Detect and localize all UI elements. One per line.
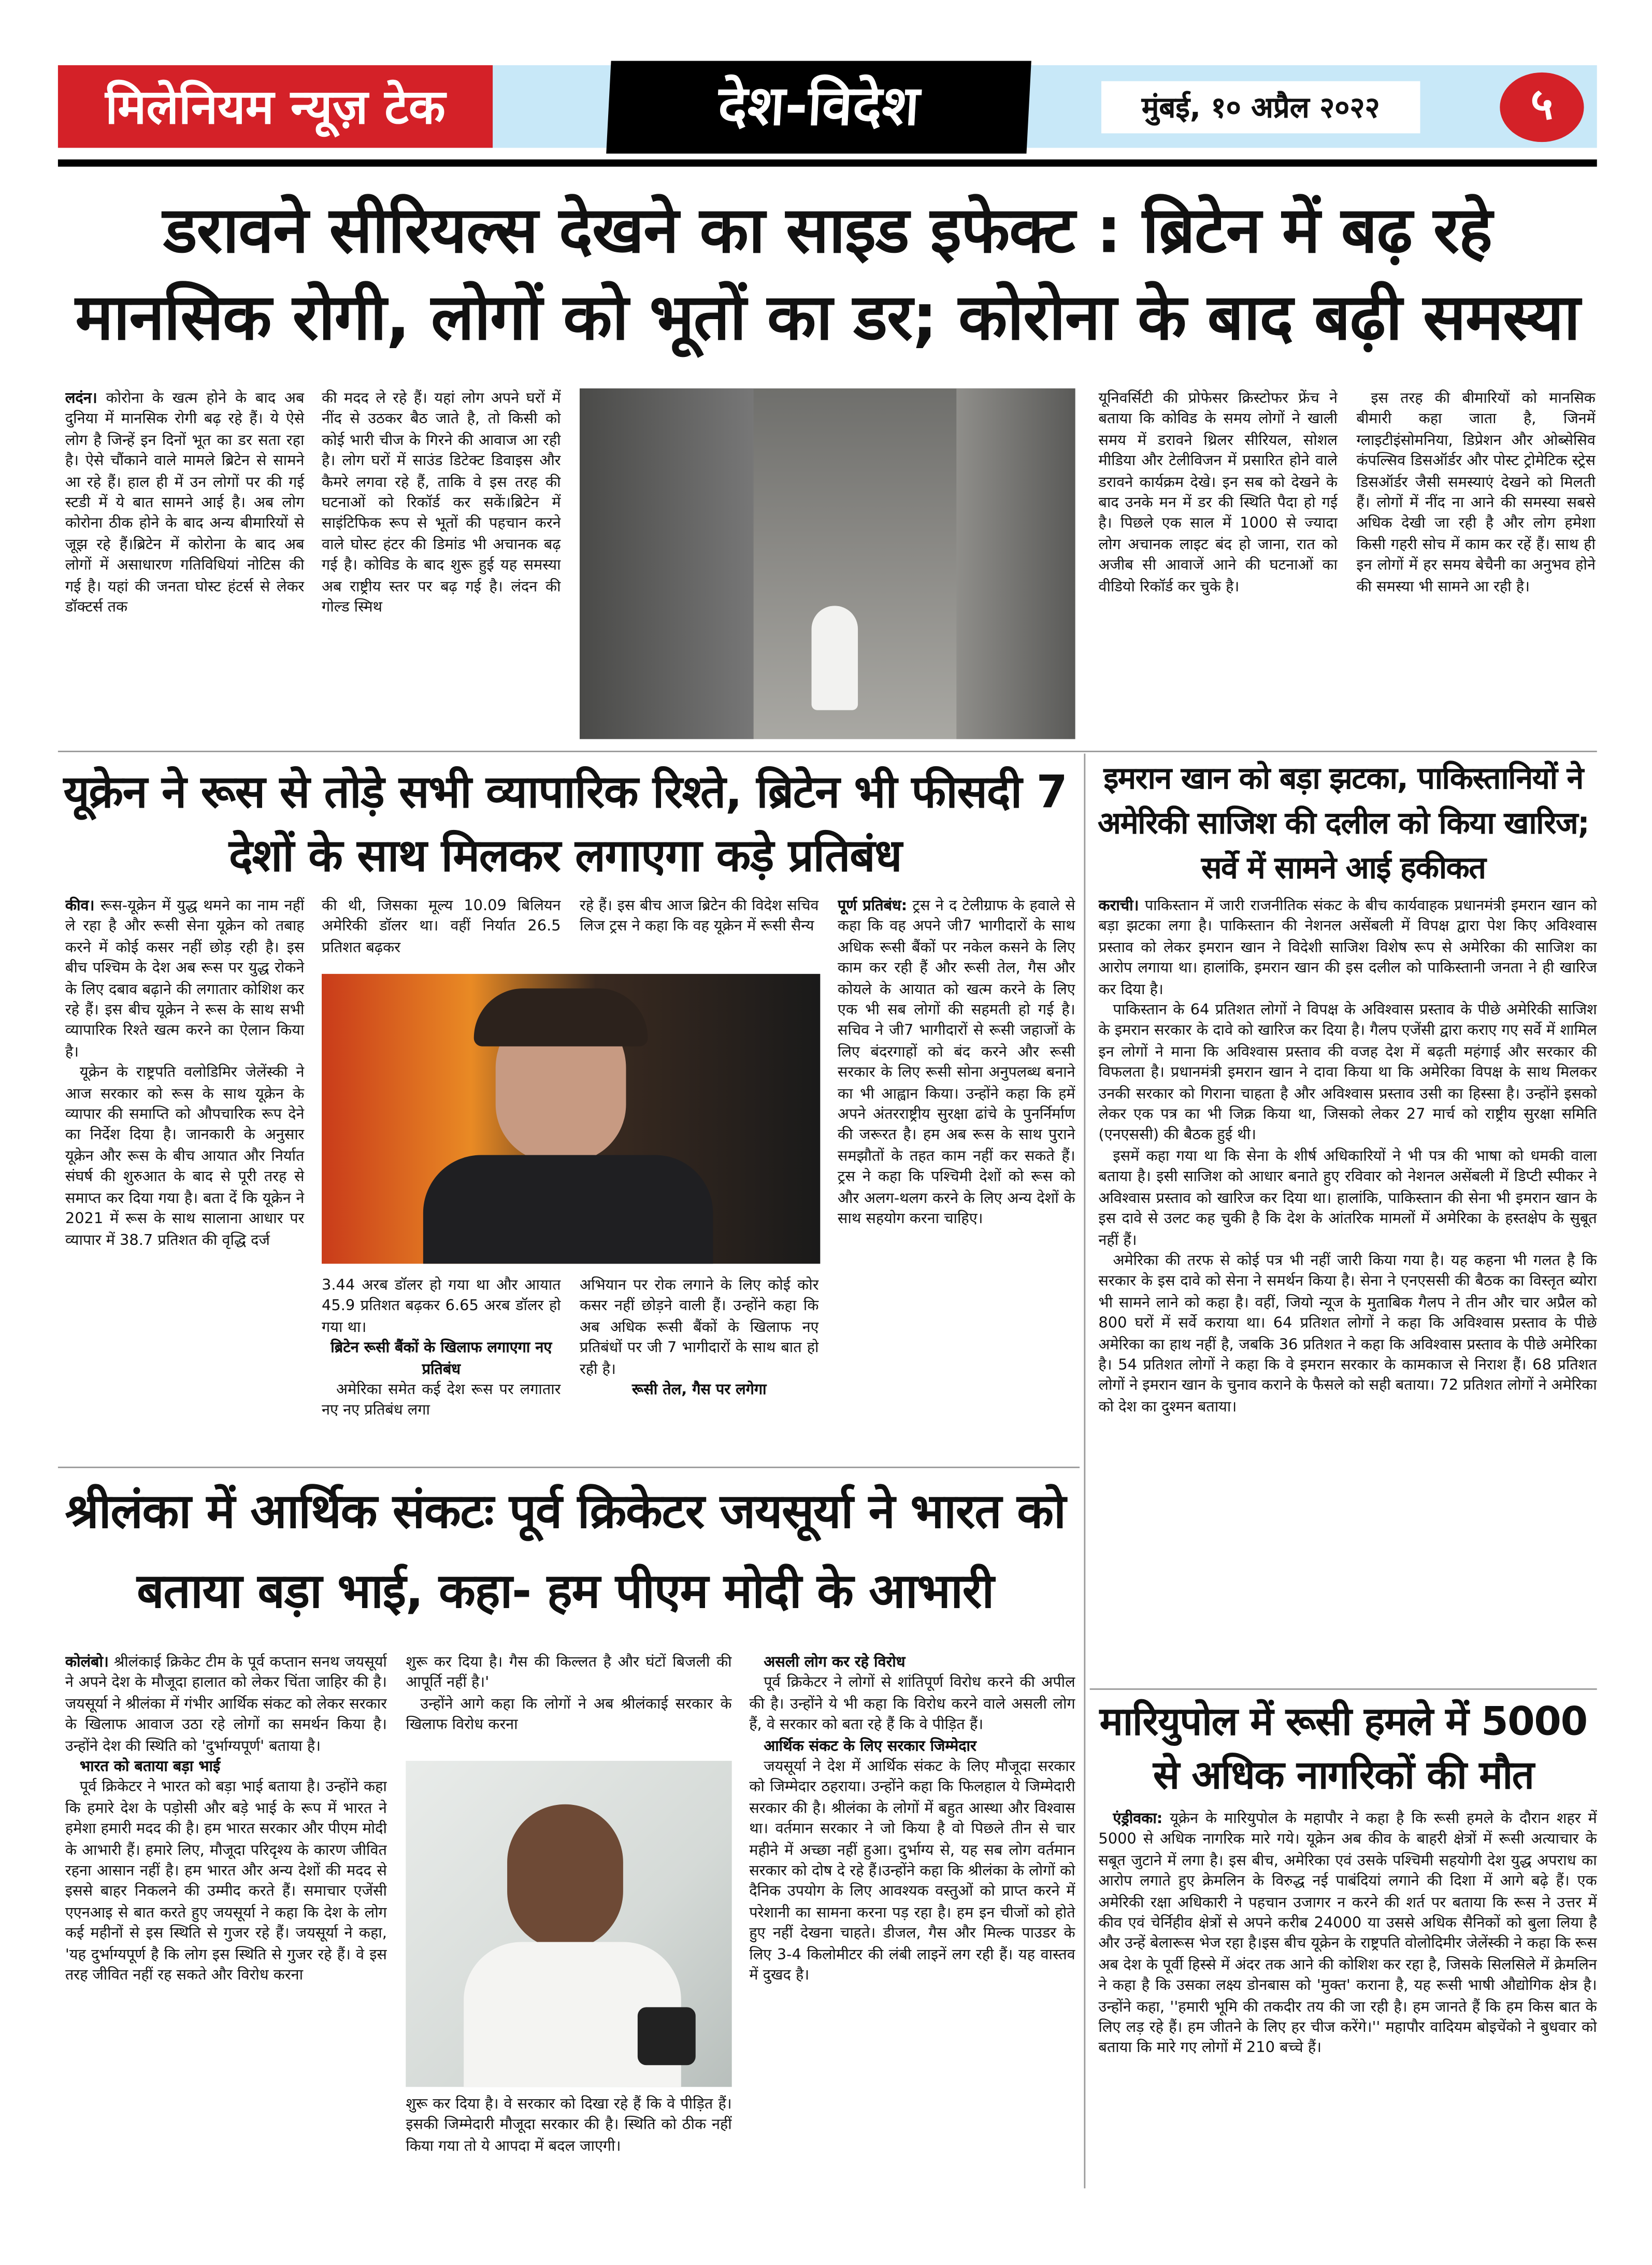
story1-column-4 [1356, 389, 1596, 743]
story2-column-3-bottom [580, 1275, 819, 1464]
subheading: असली लोग कर रहे विरोध [764, 1653, 906, 1671]
body-text: रूस-यूक्रेन में युद्ध थमने का नाम नहीं ले रहा है और रूसी सेना यूक्रेन को तबाह करने में कोई कसर नहीं छोड़ रही है। इस बीच पश्चिम के देश अब रूस पर युद्ध रोकने के लिए दबाव बढ़ाने की लगातार कोशिश कर रहे हैं। इस बीच यूक्रेन ने रूस के साथ सभी व्यापारिक रिश्ते खत्म करने का ऐलान किया है। [65, 897, 305, 1061]
body-text: यूक्रेन के राष्ट्रपति वलोडिमिर जेलेंस्की ने आज सरकार को रूस के साथ यूक्रेन के व्यापार की समाप्ति को औपचारिक रूप देने का निर्देश दिया है। जानकारी के अनुसार यूक्रेन और रूस के बीच आयात और निर्यात संघर्ष की शुरुआत के बाद से पूरी तरह से समाप्त कर दिया गया है। बता दें कि यूक्रेन ने 2021 में रूस के साथ सालाना आधार पर व्यापार में 38.7 प्रतिशत की वृद्धि दर्ज [65, 1064, 305, 1249]
body-text: पाकिस्तान के 64 प्रतिशत लोगों ने विपक्ष के अविश्वास प्रस्ताव के पीछे अमेरिकी साजिश के इमरान सरकार के दावे को खारिज कर दिया है। गैलप एजेंसी द्वारा कराए गए सर्वे में शामिल इन लोगों ने माना कि अविश्वास प्रस्ताव की वजह देश में बढ़ती महंगाई और सरकार की विफलता है। प्रधानमंत्री इमरान खान ने दावा किया था कि अमेरिका विपक्ष के साथ मिलकर उनकी सरकार को गिराना चाहता है और अविश्वास प्रस्ताव उसी का हिस्सा है। उन्होंने इसको लेकर एक पत्र का भी जिक्र किया था, जिसको लेकर 27 मार्च को राष्ट्रीय सुरक्षा समिति (एनएससी) की बैठक हुई थी। [1098, 1001, 1597, 1144]
body-text: श्रीलंकाई क्रिकेट टीम के पूर्व कप्तान सनथ जयसूर्या ने अपने देश के मौजूदा हालात को लेकर चिंता जाहिर की है। जयसूर्या ने श्रीलंका में गंभीर आर्थिक संकट को लेकर सरकार के खिलाफ आवाज उठा रहे लोगों का समर्थन किया है। उन्होंने देश की स्थिति को 'दुर्भाग्यपूर्ण' बताया है। [65, 1653, 387, 1755]
subheading: ब्रिटेन रूसी बैंकों के खिलाफ लगाएगा नए प्रतिबंध [331, 1339, 552, 1378]
story1-column-1 [65, 389, 305, 743]
body-text: पूर्व क्रिकेटर ने लोगों से शांतिपूर्ण विरोध करने की अपील की है। उन्होंने ये भी कहा कि विरोध करने वाले असली लोग हैं, वे सरकार को बता रहे हैं कि वे पीड़ित हैं। [749, 1674, 1075, 1734]
dateline: लदंन। [65, 390, 97, 408]
ghost-photo [580, 389, 1075, 739]
dateline: कीव। [65, 897, 95, 915]
body-text: उन्होंने आगे कहा कि लोगों ने अब श्रीलंकाई सरकार के खिलाफ विरोध करना [406, 1695, 732, 1734]
dateline: कराची। [1098, 897, 1139, 915]
body-text: ट्रस ने द टेलीग्राफ के हवाले से कहा कि वह अपने जी7 भागीदारों के साथ अधिक रूसी बैंकों पर नकेल कसने के लिए काम कर रही हैं और रूसी तेल, गैस और कोयले के आयात को खत्म करने के लिए एक भी सब लोगों की सहमती हो गई है। सचिव ने जी7 भागीदारों से रूसी जहाजों के लिए बंदरगाहों को बंद करने और रूसी सरकार के लिए रूसी सोना अनुपलब्ध बनाने का भी आह्वान किया। उन्होंने कहा कि हमें अपने अंतरराष्ट्रीय सुरक्षा ढांचे के पुनर्निर्माण की जरूरत है। हम अब रूस के साथ पुराने समझौतों के तहत काम नहीं कर सकते हैं। ट्रस ने कहा कि पश्चिमी देशों को रूस को और अलग-थलग करने के लिए अन्य देशों के साथ सहयोग करना चाहिए। [837, 897, 1075, 1228]
masthead-rule [58, 160, 1597, 167]
body-text: इस तरह की बीमारियों को मानसिक बीमारी कहा जाता है, जिनमें ग्लाइटीइंसोमनिया, डिप्रेशन और ओब्सेसिव कंपल्सिव डिसऑर्डर और पोस्ट ट्रोमेटिक स्ट्रेस डिसऑर्डर जैसी समस्याएं देखने को मिलती हैं। लोगों में नींद ना आने की समस्या सबसे अधिक देखी जा रही है और लोग हमेशा किसी गहरी सोच में काम कर रहें हैं। साथ ही इन लोगों में हर समय बेचैनी का अनुभव होने की समस्या भी सामने आ रही है। [1356, 390, 1596, 595]
page-number: ५ [1500, 73, 1584, 142]
story4-headline: मारियुपोल में रूसी हमले में 5000 से अधिक नागरिकों की मौत [1099, 1700, 1587, 1799]
story3-column-2-bottom [406, 2094, 731, 2203]
body-text: रहे हैं। इस बीच आज ब्रिटेन की विदेश सचिव लिज ट्रस ने कहा कि वह यूक्रेन में रूसी सैन्य [579, 897, 819, 936]
body-text: अमेरिका की तरफ से कोई पत्र भी नहीं जारी किया गया है। यह कहना भी गलत है कि सरकार के इस दावे को सेना ने समर्थन किया है। सेना ने एनएससी की बैठक का विस्तृत ब्योरा भी सामने लाने को कहा है। वहीं, जियो न्यूज के मुताबिक गैलप ने तीन और चार अप्रैल को 800 घरों में सर्वे कराया था। 64 प्रतिशत लोगों ने कहा कि अविश्वास प्रस्ताव के पीछे अमेरिका का हाथ नहीं है, जबकि 36 प्रतिशत ने कहा कि अविश्वास प्रस्ताव के पीछे अमेरिका है। 54 प्रतिशत लोगों ने कहा कि वे इमरान सरकार के कामकाज से निराश हैं। 68 प्रतिशत लोगों ने इमरान खान के चुनाव कराने के फैसले को सही बताया। 72 प्रतिशत लोगों ने अमेरिका को देश का दुश्मन बताया। [1098, 1252, 1597, 1416]
body-text: जयसूर्या ने देश में आर्थिक संकट के लिए मौजूदा सरकार को जिम्मेदार ठहराया। उन्होंने कहा कि फिलहाल ये जिम्मेदारी सरकार की है। श्रीलंका के लोगों में बहुत आस्था और विश्वास था। वर्तमान सरकार ने जो किया है वो पिछले तीन से चार महीने में अच्छा नहीं हुआ। दुर्भाग्य से, यह सब लोग वर्तमान सरकार को दोष दे रहे हैं।उन्होंने कहा कि श्रीलंका के लोगों को दैनिक उपयोग के लिए आवश्यक वस्तुओं को प्राप्त करने में परेशानी का सामना करना पड़ रहा है। हम इन चीजों को होते हुए नहीं देखना चाहते। डीजल, गैस और मिल्क पाउडर के लिए 3-4 किलोमीटर की लंबी लाइनें लग रही हैं। यह वास्तव में दुखद है। [749, 1758, 1075, 1984]
jayasuriya-photo [406, 1761, 731, 2087]
story2-headline: यूक्रेन ने रूस से तोड़े सभी व्यापारिक रिश्ते, ब्रिटेन भी फीसदी 7 देशों के साथ मिलकर लगाएगा कड़े प्रतिबंध [63, 766, 1067, 883]
body-text: यूक्रेन के मारियुपोल के महापौर ने कहा है कि रूसी हमले के दौरान शहर में 5000 से अधिक नागरिक मारे गये। यूक्रेन अब कीव के बाहरी क्षेत्रों में रूसी अत्याचार के सबूत जुटाने में लगा है। इस बीच, अमेरिका एवं उसके पश्चिमी सहयोगी देश युद्ध अपराध का आरोप लगाते हुए क्रेमलिन के विरुद्ध नई पाबंदियां लगाने की दिशा में आगे बढ़े हैं। एक अमेरिकी रक्षा अधिकारी ने पहचान उजागर न करने की शर्त पर बताया कि रूस ने उत्तर में कीव एवं चेर्निहीव क्षेत्रों से अपने करीब 24000 या उससे अधिक सैनिकों को बुला लिया है और उन्हें बेलारूस भेज रहा है।इस बीच यूक्रेन के राष्ट्रपति वोलोदिमीर जेलेंस्की ने कहा कि रूस अब देश के पूर्वी हिस्से में अंदर तक आने की कोशिश कर रहा है, जिसके सिलसिले में क्रेमलिन ने कहा है कि उसका लक्ष्य डोनबास को 'मुक्त' कराना है, यह रूसी भाषी औद्योगिक क्षेत्र है। उन्होंने कहा, ''हमारी भूमि की तकदीर तय की जा रही है। हम जानते हैं कि हम किस बात के लिए लड़ रहे हैं। हम जीतने के लिए हर चीज करेंगे।'' महापौर वादियम बोइचेंको ने बुधवार को बताया कि मारे गए लोगों में 210 बच्चे हैं। [1098, 1810, 1597, 2057]
story2-column-2-top [322, 896, 561, 961]
divider [1090, 1688, 1597, 1690]
body-text: कोरोना के खत्म होने के बाद अब दुनिया में मानसिक रोगी बढ़ रहे हैं। ये ऐसे लोग है जिन्हें इन दिनों भूत का डर सता रहा है। ऐसे चौंकाने वाले मामले ब्रिटेन से सामने आ रहे हैं। हाल ही में उन लोगों पर की गई स्टडी में ये बात सामने आई है। अब लोग कोरोना ठीक होने के बाद अन्य बीमारियों से जूझ रहे हैं।ब्रिटेन में कोरोना के बाद अब लोगों में असाधारण गतिविधियां नोटिस की गई है। यहां की जनता घोस्ट हंटर्स से लेकर डॉक्टर्स तक [65, 390, 305, 617]
body-text: शुरू कर दिया है। वे सरकार को दिखा रहे हैं कि वे पीड़ित हैं। इसकी जिम्मेदारी मौजूदा सरकार की है। स्थिति को ठीक नहीं किया गया तो ये आपदा में बदल जाएगी। [406, 2096, 732, 2155]
subheading: रूसी तेल, गैस पर लगेगा [631, 1381, 767, 1399]
imran-headline: इमरान खान को बड़ा झटका, पाकिस्तानियों ने अमेरिकी साजिश की दलील को किया खारिज; सर्वे में सामने आई हकीकत [1097, 761, 1589, 886]
body-text: की मदद ले रहे हैं। यहां लोग अपने घरों में नींद से उठकर बैठ जाते है, तो किसी को कोई भारी चीज के गिरने की आवाज आ रही है। लोग घरों में साउंड डिटेक्ट डिवाइस और कैमरे लगवा रहे हैं, ताकि वे इस तरह की घटनाओं को रिकॉर्ड कर सकें।ब्रिटेन में साइंटिफिक रूप से भूतों की पहचान करने वाले घोस्ट हंटर की डिमांड भी अचानक बढ़ गई है। कोविड के बाद शुरू हुई यह समस्या अब राष्ट्रीय स्तर पर बढ़ गई है। लंदन की गोल्ड स्मिथ [322, 390, 561, 617]
section-title: देश-विदेश [606, 61, 1031, 153]
story1-headline: डरावने सीरियल्स देखने का साइड इफेक्ट : ब्रिटेन में बढ़ रहे मानसिक रोगी, लोगों को भूतों का डर; कोरोना के बाद बढ़ी समस्या [75, 194, 1580, 355]
story3-headline: श्रीलंका में आर्थिक संकटः पूर्व क्रिकेटर जयसूर्या ने भारत को बताया बड़ा भाई, कहा- हम पीएम मोदी के आभारी [65, 1482, 1066, 1619]
story3-column-1 [65, 1652, 387, 2203]
body-text: अमेरिका समेत कई देश रूस पर लगातार नए नए प्रतिबंध लगा [322, 1381, 561, 1420]
story2-column-4 [838, 896, 1075, 1468]
body-text: पाकिस्तान में जारी राजनीतिक संकट के बीच कार्यवाहक प्रधानमंत्री इमरान खान को बड़ा झटका लगा है। पाकिस्तान की नेशनल असेंबली में विपक्ष द्वारा पेश किए अविश्वास प्रस्ताव को लेकर इमरान खान ने विदेशी साजिश विशेष रूप से अमेरिका की साजिश का आरोप लगाया था। हालांकि, इमरान खान की इस दलील को पाकिस्तानी जनता ने ही खारिज कर दिया है। [1098, 897, 1597, 998]
story1-column-2 [322, 389, 561, 743]
body-text: शुरू कर दिया है। गैस की किल्लत है और घंटों बिजली की आपूर्ति नहीं है।' [406, 1653, 732, 1692]
subheading: पूर्ण प्रतिबंध: [837, 897, 908, 915]
story1-column-3 [1098, 389, 1338, 743]
story2-column-1 [65, 896, 305, 1468]
story2-column-2-bottom [322, 1275, 561, 1464]
edition-date: मुंबई, १० अप्रैल २०२२ [1101, 81, 1420, 134]
divider [58, 751, 1597, 752]
column-divider [1084, 754, 1085, 2188]
brand-logo: मिलेनियम न्यूज़ टेक [58, 65, 493, 148]
dateline: एंड्रीवका: [1113, 1810, 1163, 1828]
body-text: पूर्व क्रिकेटर ने भारत को बड़ा भाई बताया है। उन्होंने कहा कि हमारे देश के पड़ोसी और बड़े भाई के रूप में भारत ने हमेशा हमारी मदद की है। हम भारत सरकार और पीएम मोदी के आभारी हैं। हमारे लिए, मौजूदा परिदृश्य के कारण जीवित रहना आसान नहीं है। हम भारत और अन्य देशों की मदद से इससे बाहर निकलने की उम्मीद करते हैं। समाचार एजेंसी एएनआइ से बात करते हुए जयसूर्या ने कहा कि देश के लोग कई महीनों से इस स्थिति से गुजर रहे हैं। जयसूर्या ने कहा, 'यह दुर्भाग्यपूर्ण है कि लोग इस स्थिति से गुजर रहे हैं। वे इस तरह जीवित नहीं रह सकते और विरोध करना [65, 1779, 387, 1984]
story3-column-2-top [406, 1652, 731, 1761]
subheading: आर्थिक संकट के लिए सरकार जिम्मेदार [764, 1737, 976, 1755]
subheading: भारत को बताया बड़ा भाई [79, 1758, 221, 1775]
dateline: कोलंबो। [65, 1653, 109, 1671]
body-text: अभियान पर रोक लगाने के लिए कोई कोर कसर नहीं छोड़ने वाली हैं। उन्होंने कहा कि अब अधिक रूसी बैंकों के खिलाफ नए प्रतिबंधों पर जी 7 भागीदारों के साथ बात हो रही है। [579, 1277, 819, 1378]
imran-article-body [1098, 896, 1597, 1686]
story2-column-3-top [580, 896, 819, 961]
body-text: की थी, जिसका मूल्य 10.09 बिलियन अमेरिकी डॉलर था। वहीं निर्यात 26.5 प्रतिशत बढ़कर [322, 897, 561, 956]
story4-body [1098, 1809, 1597, 2200]
body-text: 3.44 अरब डॉलर हो गया था और आयात 45.9 प्रतिशत बढ़कर 6.65 अरब डॉलर हो गया था। [322, 1277, 561, 1336]
body-text: यूनिवर्सिटी की प्रोफेसर क्रिस्टोफर फ्रेंच ने बताया कि कोविड के समय लोगों ने खाली समय में डरावने थ्रिलर सीरियल, सोशल मीडिया और टेलीविजन में प्रसारित होने वाले डरावने कार्यक्रम देखे। इन सब को देखने के बाद उनके मन में डर की स्थिति पैदा हो गई है। पिछले एक साल में 1000 से ज्यादा लोग अचानक लाइट बंद हो जाना, रात को अजीब सी आवाजें आने की घटनाओं का वीडियो रिकॉर्ड कर चुके है। [1098, 390, 1338, 595]
story3-column-3 [749, 1652, 1075, 2203]
divider [58, 1467, 1080, 1468]
body-text: इसमें कहा गया था कि सेना के शीर्ष अधिकारियों ने भी पत्र की भाषा को धमकी वाला बताया है। इसी साजिश को आधार बनाते हुए रविवार को नेशनल असेंबली में डिप्टी स्पीकर ने अविश्वास प्रस्ताव को खारिज कर दिया था। हालांकि, पाकिस्तान की सेना भी इमरान खान के इस दावे से उलट कह चुकी है कि देश के आंतरिक मामलों में अमेरिका के हस्तक्षेप के सुबूत नहीं हैं। [1098, 1148, 1597, 1249]
zelensky-photo [322, 974, 820, 1264]
